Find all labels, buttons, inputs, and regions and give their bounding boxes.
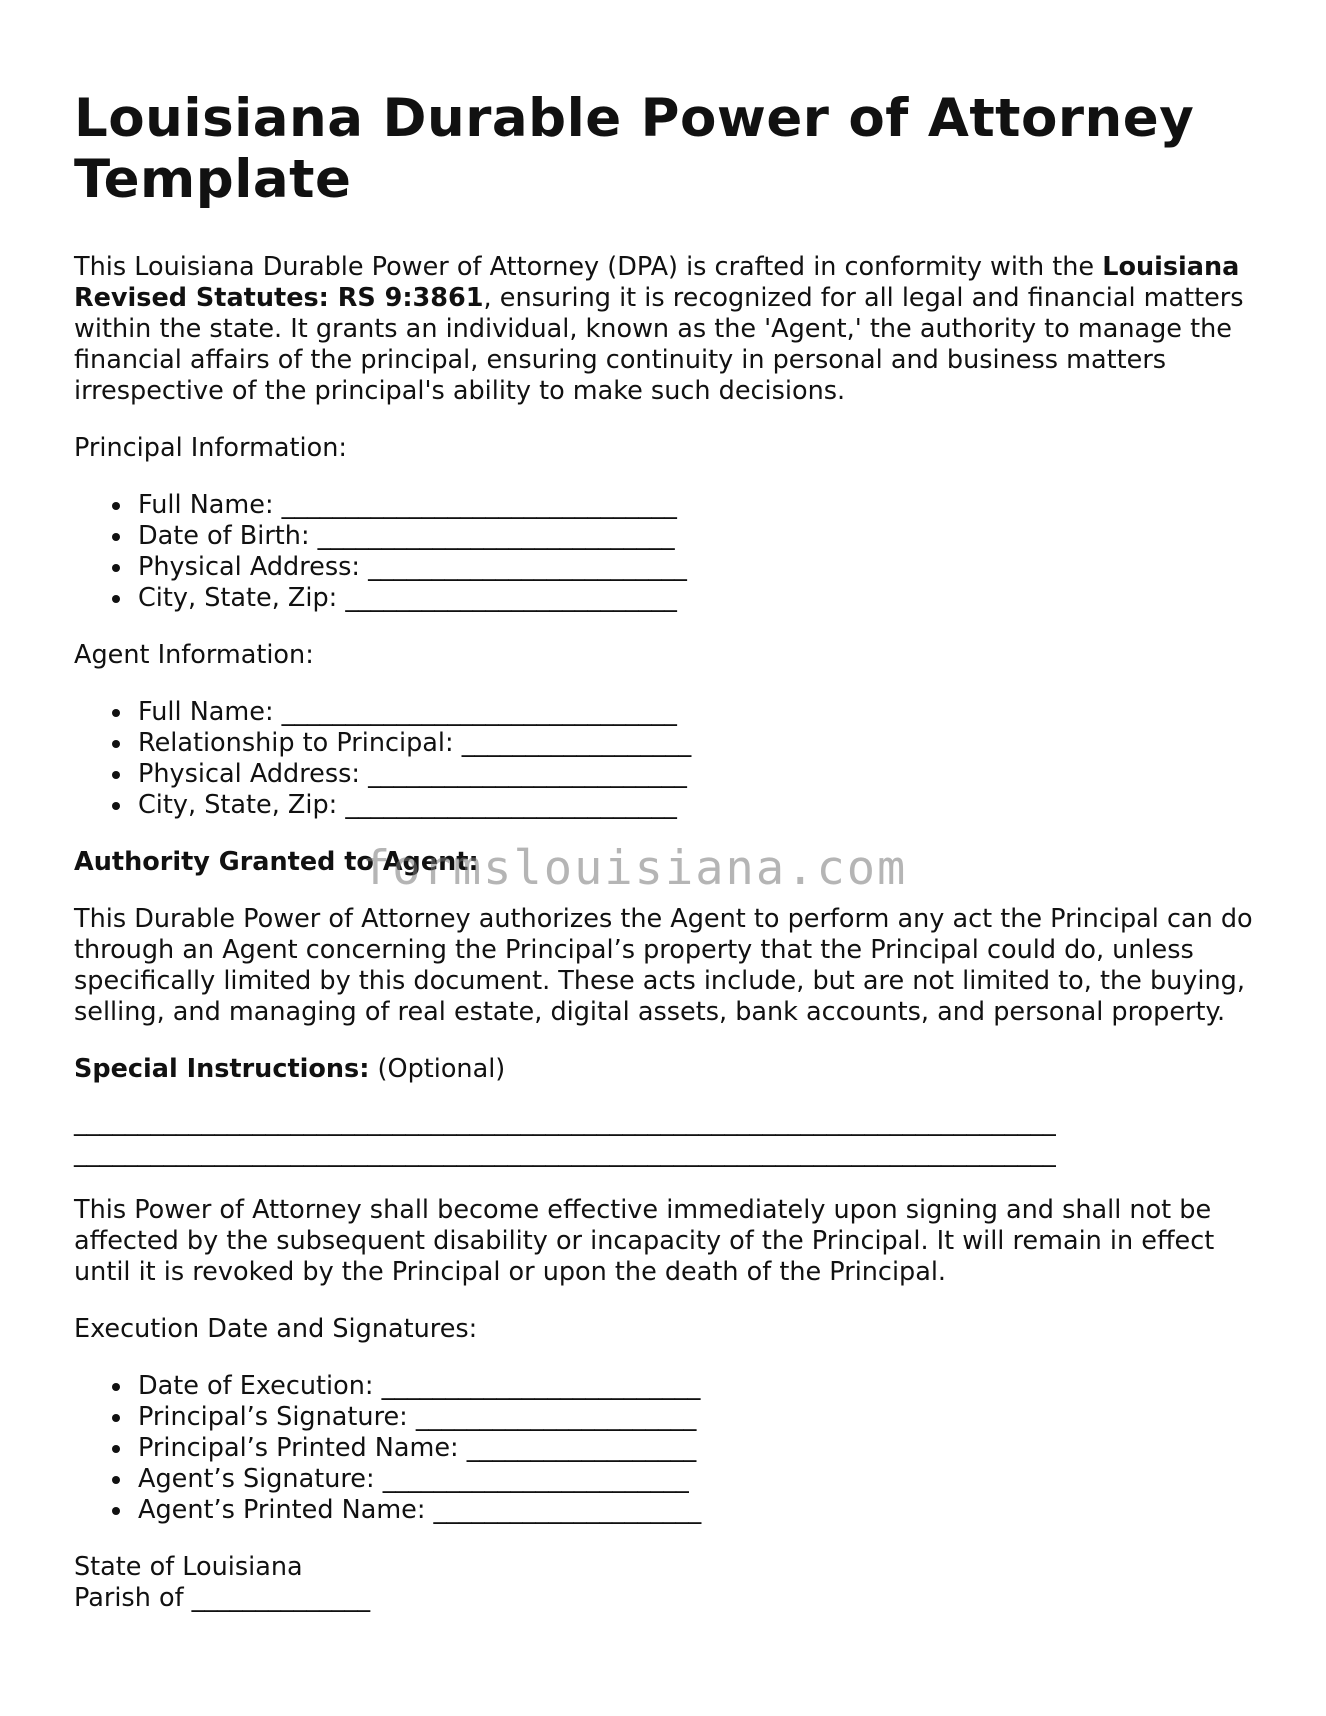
special-instructions-optional: (Optional) xyxy=(369,1054,506,1084)
special-instructions-heading xyxy=(74,1054,1264,1085)
special-instructions-line: _____________________________________________________________________________ xyxy=(74,1107,1056,1137)
agent-printed-name-field: Agent’s Printed Name: _____________________ xyxy=(138,1495,1264,1526)
notary-parish: Parish of ______________ xyxy=(74,1583,371,1613)
principal-dob-field: Date of Birth: ____________________________ xyxy=(138,521,1264,552)
watermark-text: formslouisiana.com xyxy=(362,841,908,896)
execution-date-field: Date of Execution: _________________________ xyxy=(138,1371,1264,1402)
execution-fields xyxy=(74,1371,1264,1526)
agent-signature-field: Agent’s Signature: ________________________ xyxy=(138,1464,1264,1495)
principal-fields xyxy=(74,490,1264,614)
authority-paragraph: This Durable Power of Attorney authorizes the Agent to perform any act the Principal can do through an Agent concerning the Principal’s property that the Principal could do, unless specifically limited by this document. These acts include, but are not limited to, the buying, selling, and managing of real estate, digital assets, bank accounts, and personal property. xyxy=(74,904,1253,1027)
agent-city-field: City, State, Zip: __________________________ xyxy=(138,790,1264,821)
agent-full-name-field: Full Name: _______________________________ xyxy=(138,697,1264,728)
principal-city-field: City, State, Zip: __________________________ xyxy=(138,583,1264,614)
statute-reference: Louisiana Revised Statutes: RS 9:3861 xyxy=(74,252,1240,313)
agent-address-field: Physical Address: _________________________ xyxy=(138,759,1264,790)
authority-heading: Authority Granted to Agent: xyxy=(74,847,479,877)
special-instructions-lines xyxy=(74,1107,1264,1169)
execution-heading: Execution Date and Signatures: xyxy=(74,1314,478,1344)
intro-text-end: , ensuring it is recognized for all legal and financial matters within the state. It grants an individual, known as the 'Agent,' the authority to manage the financial affairs of the principal, ensuring continuity in personal and business matters irrespective of the principal's ability to make such decisions. xyxy=(74,283,1244,406)
special-instructions-label: Special Instructions: xyxy=(74,1054,370,1084)
principal-address-field: Physical Address: _________________________ xyxy=(138,552,1264,583)
effective-paragraph: This Power of Attorney shall become effective immediately upon signing and shall not be affected by the subsequent disability or incapacity of the Principal. It will remain in effect until it is revoked by the Principal or upon the death of the Principal. xyxy=(74,1195,1215,1287)
principal-heading: Principal Information: xyxy=(74,433,347,463)
intro-text-start: This Louisiana Durable Power of Attorney (DPA) is crafted in conformity with the xyxy=(74,252,1103,282)
notary-state: State of Louisiana xyxy=(74,1552,303,1582)
agent-heading: Agent Information: xyxy=(74,640,314,670)
special-instructions-line: _____________________________________________________________________________ xyxy=(74,1138,1056,1168)
intro-paragraph xyxy=(74,252,1264,407)
document-page xyxy=(74,88,1264,1640)
agent-fields xyxy=(74,697,1264,821)
principal-printed-name-field: Principal’s Printed Name: __________________ xyxy=(138,1433,1264,1464)
document-title: Louisiana Durable Power of Attorney Template xyxy=(74,88,1195,210)
agent-relationship-field: Relationship to Principal: __________________ xyxy=(138,728,1264,759)
principal-signature-field: Principal’s Signature: ______________________ xyxy=(138,1402,1264,1433)
principal-full-name-field: Full Name: _______________________________ xyxy=(138,490,1264,521)
